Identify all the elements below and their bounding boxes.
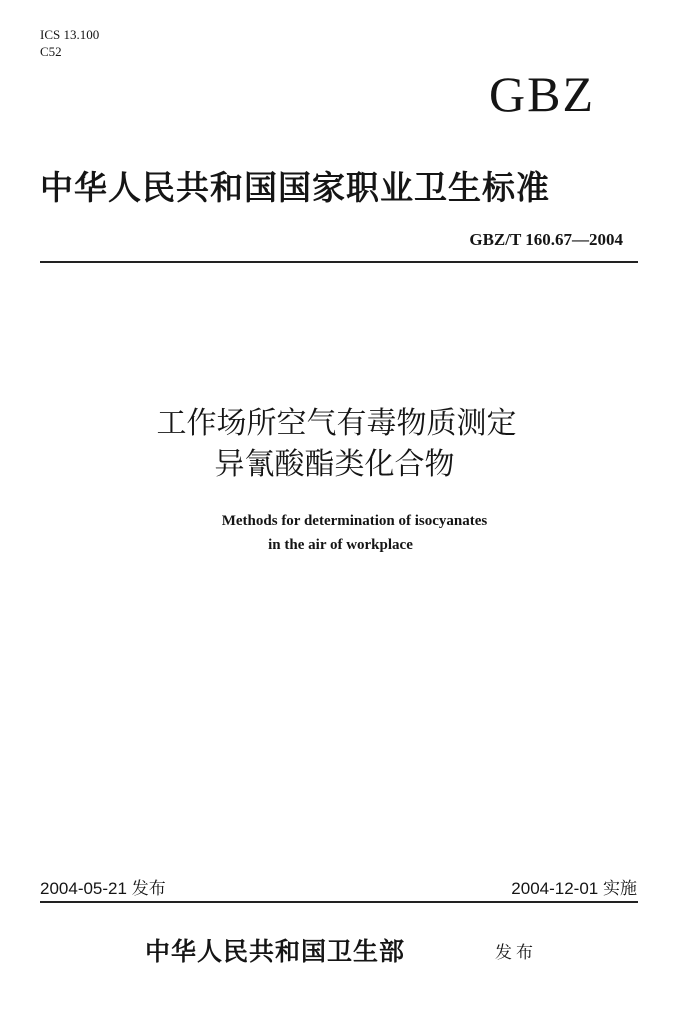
effective-label: 实施	[603, 879, 637, 898]
issuing-authority: 中华人民共和国卫生部	[145, 937, 406, 966]
issuer-action: 发布	[495, 943, 537, 963]
document-title-cn-line2: 异氰酸酯类化合物	[214, 447, 455, 482]
effective-date-block	[511, 878, 637, 900]
document-title-cn-line1: 工作场所空气有毒物质测定	[156, 406, 517, 441]
publish-date: 2004-05-21	[40, 879, 127, 898]
standard-number: GBZ/T 160.67—2004	[469, 230, 623, 249]
publish-label: 发布	[131, 879, 166, 898]
document-title-en-line1: Methods for determination of isocyanates	[221, 513, 488, 529]
standard-title: 中华人民共和国国家职业卫生标准	[40, 168, 550, 207]
header-divider	[40, 261, 638, 263]
effective-date: 2004-12-01	[511, 879, 599, 898]
footer-divider	[40, 901, 638, 903]
ics-code: ICS 13.100	[40, 27, 100, 42]
publish-date-block	[40, 878, 166, 900]
classification-codes	[40, 26, 99, 60]
brand-mark: GBZ	[489, 66, 595, 122]
document-title-en-line2: in the air of workplace	[268, 537, 413, 553]
ccs-code: C52	[40, 44, 62, 59]
